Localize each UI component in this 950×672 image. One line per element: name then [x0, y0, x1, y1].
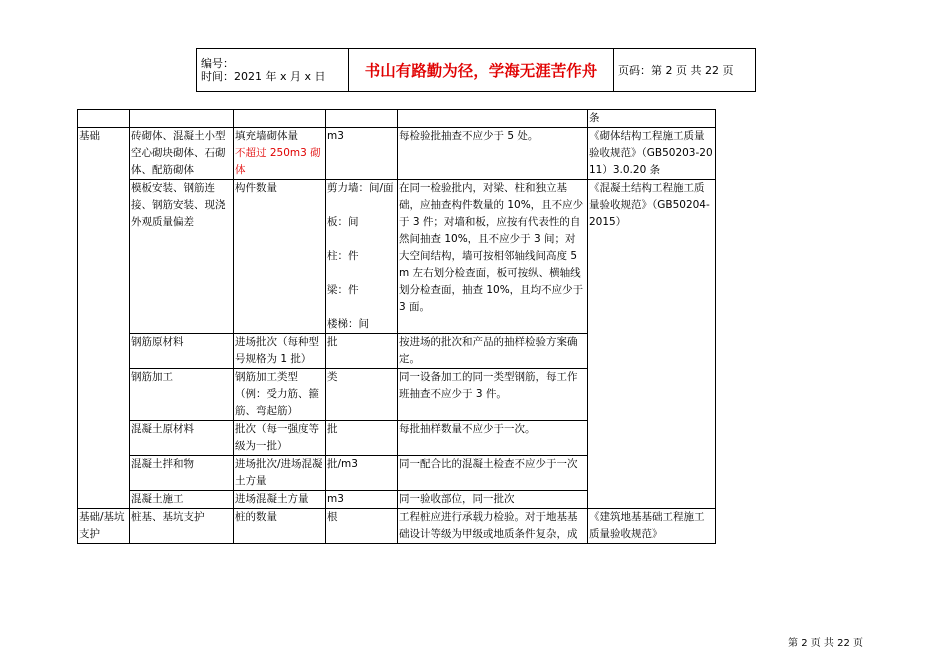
header-motto: 书山有路勤为径，学海无涯苦作舟: [349, 49, 614, 92]
table-cell: 混凝土原材料: [130, 421, 234, 456]
table-cell: 钢筋加工类型（例：受力筋、箍筋、弯起筋）: [234, 369, 326, 421]
page-footer: 第 2 页 共 22 页: [788, 638, 863, 649]
table-cell: 条: [588, 110, 716, 128]
table-cell: 《混凝土结构工程施工质量验收规范》（GB50204-2015）: [588, 180, 716, 509]
table-cell: 批: [326, 334, 398, 369]
table-cell: 进场批次（每种型号规格为 1 批）: [234, 334, 326, 369]
table-cell: 钢筋加工: [130, 369, 234, 421]
table-cell: 按进场的批次和产品的抽样检验方案确定。: [398, 334, 588, 369]
table-cell: 桩的数量: [234, 509, 326, 544]
page-header: [196, 48, 756, 92]
table-cell: 批次（每一强度等级为一批）: [234, 421, 326, 456]
table-cell: 混凝土施工: [130, 491, 234, 509]
table-cell: 工程桩应进行承载力检验。对于地基基础设计等级为甲级或地质条件复杂，成: [398, 509, 588, 544]
cell-text: 柱：件: [327, 250, 359, 262]
table-cell: 构件数量: [234, 180, 326, 334]
table-row: [78, 509, 716, 544]
table-cell: 《建筑地基基础工程施工质量验收规范》: [588, 509, 716, 544]
table-cell: 桩基、基坑支护: [130, 509, 234, 544]
table-cell: 在同一检验批内，对梁、柱和独立基础，应抽查构件数量的 10%，且不应少于 3 件；对墙和板，应按有代表性的自然间抽查 10%，且不应少于 3 间；对大空间结构，墙可按相邻轴线间高度 5m 左右划分检查面，板可按纵、横轴线划分检查面，抽查 10%，且均不应少于 3 面。: [398, 180, 588, 334]
header-page-number: 页码：第 2 页 共 22 页: [614, 49, 756, 92]
table-cell: 进场混凝土方量: [234, 491, 326, 509]
table-cell: 基础/基坑支护: [78, 509, 130, 544]
table-cell: 批: [326, 421, 398, 456]
table-cell: 每检验批抽查不应少于 5 处。: [398, 128, 588, 180]
cell-text: 填充墙砌体量: [235, 130, 298, 142]
table-cell: m3: [326, 491, 398, 509]
table-cell: 每批抽样数量不应少于一次。: [398, 421, 588, 456]
table-row: [78, 128, 716, 180]
date-label: 时间：2021 年 x 月 x 日: [201, 70, 326, 83]
table-cell: 砖砌体、混凝土小型空心砌块砌体、石砌体、配筋砌体: [130, 128, 234, 180]
table-row: [78, 110, 716, 128]
table-cell: 混凝土拌和物: [130, 456, 234, 491]
table-cell: 钢筋原材料: [130, 334, 234, 369]
table-cell: 根: [326, 509, 398, 544]
cell-text: 梁：件: [327, 284, 359, 296]
table-cell: 类: [326, 369, 398, 421]
table-cell: m3: [326, 128, 398, 180]
cell-text: 楼梯：间: [327, 318, 369, 330]
table-cell: 同一设备加工的同一类型钢筋，每工作班抽查不应少于 3 件。: [398, 369, 588, 421]
inspection-table: [77, 109, 716, 544]
table-cell: 基础: [78, 128, 130, 509]
table-cell: 批/m3: [326, 456, 398, 491]
table-cell: 进场批次/进场混凝土方量: [234, 456, 326, 491]
table-cell: 模板安装、钢筋连接、钢筋安装、现浇外观质量偏差: [130, 180, 234, 334]
serial-number-label: 编号：: [201, 57, 234, 70]
table-row: [78, 180, 716, 334]
cell-text: 板：间: [327, 216, 359, 228]
red-note: 不超过 250m3 砌体: [235, 147, 321, 176]
table-cell: 同一验收部位，同一批次: [398, 491, 588, 509]
table-cell: [234, 128, 326, 180]
table-cell: [326, 180, 398, 334]
header-left-cell: [197, 49, 349, 92]
table-cell: 《砌体结构工程施工质量验收规范》（GB50203-2011）3.0.20 条: [588, 128, 716, 180]
cell-text: 剪力墙：间/面: [327, 182, 394, 194]
table-cell: 同一配合比的混凝土检查不应少于一次: [398, 456, 588, 491]
